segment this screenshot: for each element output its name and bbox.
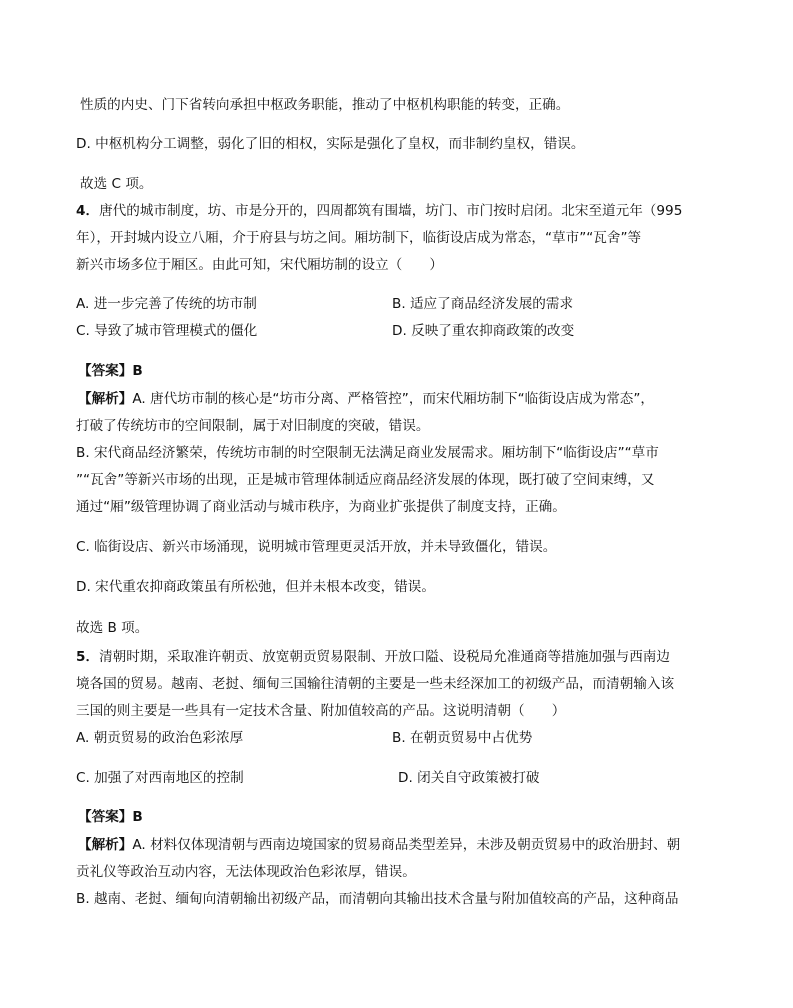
- analysis-line-3: B. 越南、老挝、缅甸向清朝输出初级产品，而清朝向其输出技术含量与附加值较高的产品，这种商品: [76, 891, 679, 907]
- option-a: A. 进一步完善了传统的坊市制: [76, 296, 257, 312]
- answer-label: 【答案】B: [78, 363, 143, 379]
- analysis-line-1: [78, 390, 718, 408]
- question-4-stem-line-3: 新兴市场多位于厢区。由此可知，宋代厢坊制的设立（ ）: [76, 257, 444, 273]
- option-d: D. 闭关自守政策被打破: [398, 770, 540, 786]
- analysis-line-1: [78, 836, 718, 854]
- question-5-stem-line-3: 三国的则主要是一些具有一定技术含量、附加值较高的产品。这说明清朝（ ）: [76, 703, 566, 719]
- analysis-line-7: D. 宋代重农抑商政策虽有所松弛，但并未根本改变，错误。: [76, 579, 435, 595]
- analysis-line-2: 贡礼仪等政治互动内容，无法体现政治色彩浓厚，错误。: [76, 864, 416, 880]
- analysis-line-6: C. 临街设店、新兴市场涌现，说明城市管理更灵活开放，并未导致僵化，错误。: [76, 539, 557, 555]
- analysis-text: A. 唐代坊市制的核心是“坊市分离、严格管控”，而宋代厢坊制下“临街设店成为常态”，: [132, 391, 655, 407]
- option-a: A. 朝贡贸易的政治色彩浓厚: [76, 730, 244, 746]
- question-number: 5．: [76, 649, 100, 665]
- option-b: B. 适应了商品经济发展的需求: [392, 296, 574, 312]
- analysis-line-5: 通过“厢”级管理协调了商业活动与城市秩序，为商业扩张提供了制度支持，正确。: [76, 499, 566, 515]
- option-b: B. 在朝贡贸易中占优势: [392, 730, 533, 746]
- question-5-stem-line-2: 境各国的贸易。越南、老挝、缅甸三国输往清朝的主要是一些未经深加工的初级产品，而清朝输入该: [76, 676, 675, 692]
- analysis-text: A. 材料仅体现清朝与西南边境国家的贸易商品类型差异，未涉及朝贡贸易中的政治册封、朝: [132, 837, 681, 853]
- text-line: 故选 C 项。: [80, 176, 153, 192]
- question-number: 4．: [76, 203, 100, 219]
- question-4-stem-line-1: [76, 202, 716, 220]
- question-text: 清朝时期，采取准许朝贡、放宽朝贡贸易限制、开放口隘、设税局允准通商等措施加强与西南边: [99, 649, 670, 665]
- analysis-tag: 【解析】: [78, 837, 133, 853]
- text-line: D. 中枢机构分工调整，弱化了旧的相权，实际是强化了皇权，而非制约皇权，错误。: [76, 136, 585, 152]
- option-c: C. 导致了城市管理模式的僵化: [76, 323, 258, 339]
- question-5-stem-line-1: [76, 648, 716, 666]
- question-4-stem-line-2: 年），开封城内设立八厢，介于府县与坊之间。厢坊制下，临街设店成为常态，“草市”“瓦舍”等: [76, 230, 642, 246]
- conclusion-line: 故选 B 项。: [76, 620, 149, 636]
- option-c: C. 加强了对西南地区的控制: [76, 770, 244, 786]
- analysis-line-3: B. 宋代商品经济繁荣，传统坊市制的时空限制无法满足商业发展需求。厢坊制下“临街设店”“草市: [76, 445, 659, 461]
- answer-label: 【答案】B: [78, 809, 143, 825]
- question-text: 唐代的城市制度，坊、市是分开的，四周都筑有围墙，坊门、市门按时启闭。北宋至道元年（995: [99, 203, 683, 219]
- analysis-line-2: 打破了传统坊市的空间限制，属于对旧制度的突破，错误。: [76, 418, 430, 434]
- analysis-line-4: ”“瓦舍”等新兴市场的出现，正是城市管理体制适应商品经济发展的体现，既打破了空间束缚，又: [76, 472, 655, 488]
- analysis-tag: 【解析】: [78, 391, 133, 407]
- option-d: D. 反映了重农抑商政策的改变: [392, 323, 575, 339]
- text-line: 性质的内史、门下省转向承担中枢政务职能，推动了中枢机构职能的转变，正确。: [80, 97, 570, 113]
